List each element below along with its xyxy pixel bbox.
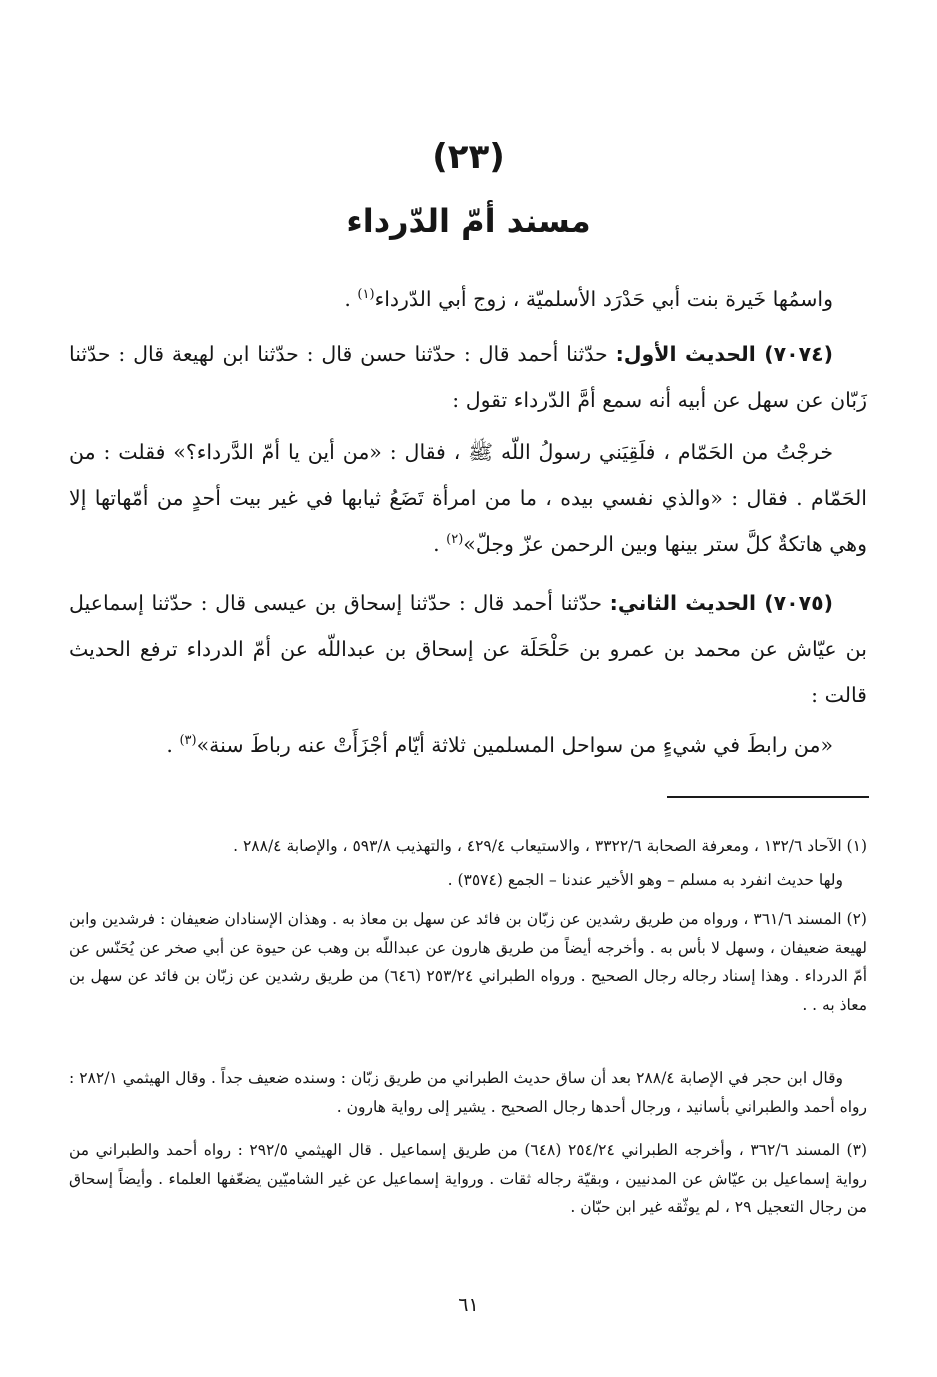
hadith-7075-matn-text: «من رابطَ في شيءٍ من سواحل المسلمين ثلاثة أيّام أجْزَأَتْ عنه رباطَ سنة»: [196, 733, 833, 757]
hadith-7075-end: .: [166, 733, 180, 757]
footnote-1: (١) الآحاد ١٣٢/٦ ، ومعرفة الصحابة ٣٣٢٢/٦ ، والاستيعاب ٤٢٩/٤ ، والتهذيب ٥٩٣/٨ ، والإصابة ٢٨٨/٤ .: [233, 837, 867, 855]
footnote-ref-3: (٣): [179, 733, 197, 749]
intro-paragraph: [69, 276, 867, 322]
intro-end: .: [344, 287, 358, 311]
hadith-7074-end: .: [433, 532, 447, 556]
hadith-7074-matn-text: خرجْتُ من الحَمّام ، فلَقِيَني رسولُ اللّه ﷺ ، فقال : «من أين يا أمّ الدَّرداء؟» فقلت : من الحَمّام . فقال : «والذي نفسي بيده ، ما من امرأة تَضَعُ ثيابها في غير بيت أحدٍ من أمّهاتها إلا وهي هاتكةٌ كلَّ ستر بينها وبين الرحمن عزّ وجلّ»: [69, 440, 867, 556]
hadith-7074-heading: (٧٠٧٤) الحديث الأول:: [615, 342, 833, 366]
chapter-title: مسند أمّ الدّرداء: [346, 202, 591, 240]
page-number: ٦١: [458, 1294, 479, 1316]
hadith-7074-isnad-text: حدّثنا أحمد قال : حدّثنا حسن قال : حدّثنا ابن لهيعة قال : حدّثنا زَبّان عن سهل عن أبيه أنه سمع أمَّ الدّرداء تقول :: [69, 342, 867, 412]
chapter-number: (٢٣): [432, 137, 505, 177]
footnote-2: (٢) المسند ٣٦١/٦ ، ورواه من طريق رشدين عن زبّان بن فائد عن سهل بن معاذ به . وهذان الإسنادان ضعيفان : فرشدين وابن لهيعة ضعيفان ، وسهل لا بأس به . وأخرجه أيضاً من طريق هارون عن عبداللّه بن وهب عن حيوة عن أبي صخر عن يُحَنّس عن أمّ الدرداء . وهذا إسناد رجاله رجال الصحيح . ورواه الطبراني ٢٥٣/٢٤ (٦٤٦) من طريق رشدين عن زبّان بن فائد عن سهل بن معاذ به . .: [69, 910, 867, 1014]
footnote-1-continued: ولها حديث انفرد به مسلم – وهو الأخير عندنا – الجمع (٣٥٧٤) .: [447, 871, 843, 889]
hadith-7075-heading: (٧٠٧٥) الحديث الثاني:: [609, 591, 833, 615]
footnote-ref-1: (١): [357, 287, 375, 303]
hadith-7074-isnad: [69, 331, 867, 423]
hadith-7075-matn: [69, 722, 867, 768]
hadith-7075-isnad: [69, 580, 867, 718]
footnote-separator: [667, 796, 869, 798]
intro-text: واسمُها خَيرة بنت أبي حَدْرَد الأسلميّة ، زوج أبي الدّرداء: [374, 287, 833, 311]
footnote-3: (٣) المسند ٣٦٢/٦ ، وأخرجه الطبراني ٢٥٤/٢٤ (٦٤٨) من طريق إسماعيل . قال الهيثمي ٢٩٢/٥ : رواه أحمد والطبراني من رواية إسماعيل بن عيّاش عن المدنيين ، وبقيّة رجاله ثقات . ورواية إسماعيل عن غير الشاميّين يضعّفها العلماء . وأيضاً إسحاق من رجال التعجيل ٢٩ ، لم يوثّقه غير ابن حبّان .: [69, 1141, 867, 1216]
hadith-7074-matn: [69, 429, 867, 567]
footnote-2-continued: وقال ابن حجر في الإصابة ٢٨٨/٤ بعد أن ساق حديث الطبراني من طريق زبّان : وسنده ضعيف جداً . وقال الهيثمي ٢٨٢/١ : رواه أحمد والطبراني بأسانيد ، ورجال أحدها رجال الصحيح . يشير إلى رواية هارون .: [69, 1069, 867, 1116]
hadith-7075-isnad-text: حدّثنا أحمد قال : حدّثنا إسحاق بن عيسى قال : حدّثنا إسماعيل بن عيّاش عن محمد بن عمرو بن حَلْحَلَة عن إسحاق بن عبداللّه عن أمّ الدرداء ترفع الحديث قالت :: [69, 591, 867, 707]
footnote-ref-2: (٢): [446, 532, 464, 548]
